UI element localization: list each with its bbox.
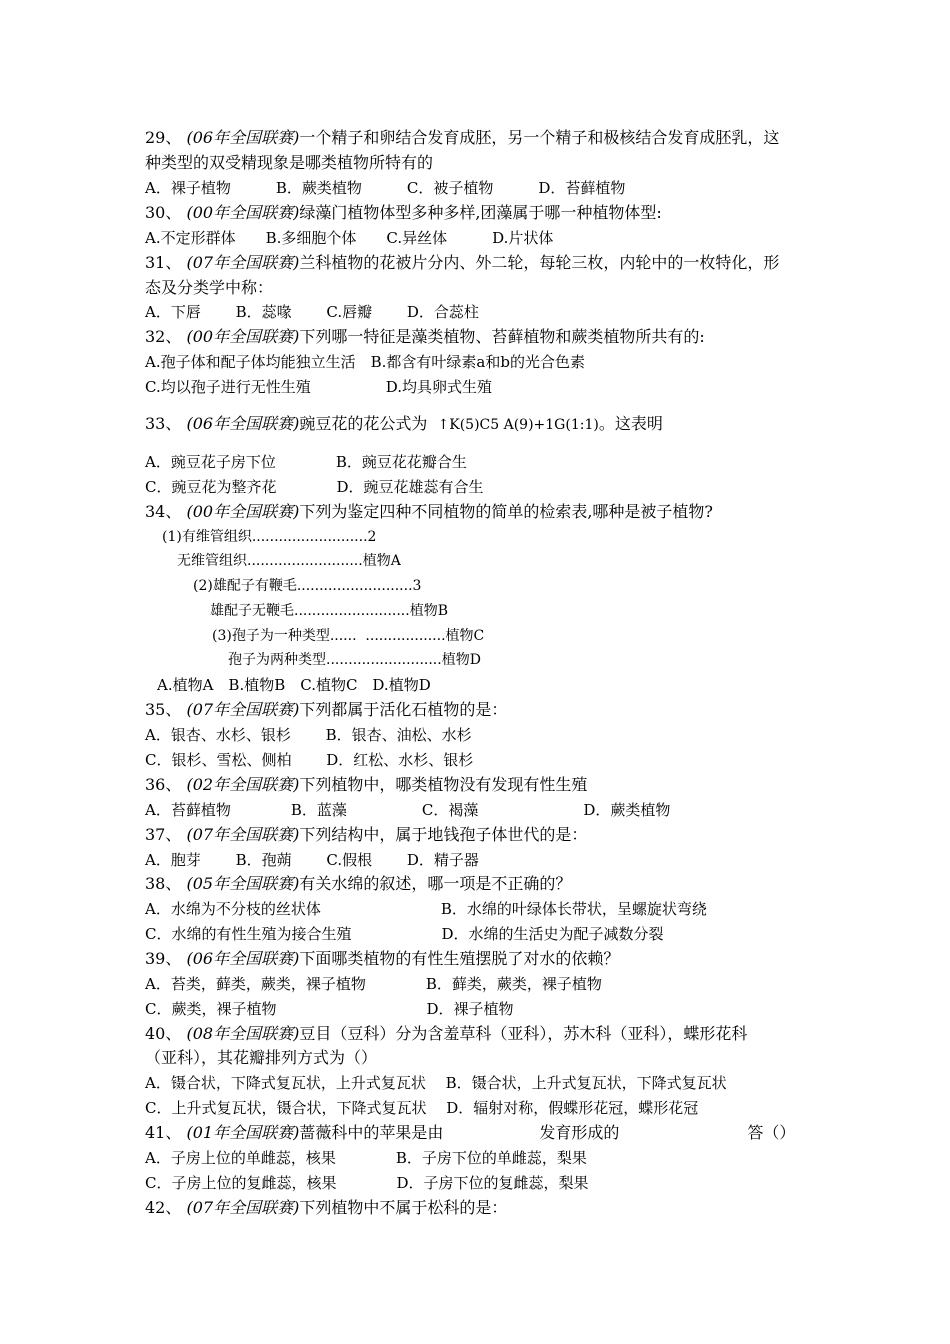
question-36: 36、 (02年全国联赛)下列植物中，哪类植物没有发现有性生殖 xyxy=(145,775,588,794)
question-33: 33、 (06年全国联赛)豌豆花的花公式为 ↑K(5)C5 A(9)+1G(1:1)。这表明 xyxy=(145,414,663,433)
question-29-options: A．裸子植物 B．蕨类植物 C．被子植物 D．苔藓植物 xyxy=(145,179,626,197)
key-line-2: 无维管组织..........................植物A xyxy=(177,553,401,569)
question-29-stem-cont: 种类型的双受精现象是哪类植物所特有的 xyxy=(145,153,434,172)
question-33-options-1: A．豌豆花子房下位 B．豌豆花花瓣合生 xyxy=(145,453,467,471)
question-38: 38、 (05年全国联赛)有关水绵的叙述，哪一项是不正确的？ xyxy=(145,874,572,893)
question-30-options: A.不定形群体 B.多细胞个体 C.异丝体 D.片状体 xyxy=(145,229,554,247)
question-34: 34、 (00年全国联赛)下列为鉴定四种不同植物的简单的检索表,哪种是被子植物? xyxy=(145,502,713,521)
question-35-options-1: A．银杏、水杉、银杉 B．银杏、油松、水杉 xyxy=(145,726,472,744)
question-40-options-2: C．上升式复瓦状，镊合状，下降式复瓦状 D．辐射对称，假蝶形花冠，蝶形花冠 xyxy=(145,1099,699,1117)
question-39-options-1: A．苔类，藓类，蕨类，裸子植物 B．藓类，蕨类，裸子植物 xyxy=(145,975,602,993)
question-31: 31、 (07年全国联赛)兰科植物的花被片分内、外二轮，每轮三枚，内轮中的一枚特化，形 xyxy=(145,253,780,272)
question-32-options-2: C.均以孢子进行无性生殖 D.均具卵式生殖 xyxy=(145,378,492,396)
question-32: 32、 (00年全国联赛)下列哪一特征是藻类植物、苔藓植物和蕨类植物所共有的: xyxy=(145,327,705,346)
question-38-options-1: A．水绵为不分枝的丝状体 B．水绵的叶绿体长带状，呈螺旋状弯绕 xyxy=(145,900,707,918)
question-39-options-2: C．蕨类，裸子植物 D．裸子植物 xyxy=(145,1000,514,1018)
question-31-options: A．下唇 B．蕊喙 C.唇瓣 D．合蕊柱 xyxy=(145,303,479,321)
question-30: 30、 (00年全国联赛)绿藻门植物体型多种多样,团藻属于哪一种植物体型: xyxy=(145,203,662,222)
question-35-options-2: C．银杉、雪松、侧柏 D．红松、水杉、银杉 xyxy=(145,751,474,769)
question-31-stem-cont: 态及分类学中称： xyxy=(145,278,274,297)
question-32-options-1: A.孢子体和配子体均能独立生活 B.都含有叶绿素a和b的光合色素 xyxy=(145,353,585,371)
question-29: 29、 (06年全国联赛)一个精子和卵结合发育成胚，另一个精子和极核结合发育成胚乳，这 xyxy=(145,128,780,147)
question-41: 41、 (01年全国联赛)蔷薇科中的苹果是由 发育形成的 答（） xyxy=(145,1123,796,1142)
question-36-options: A．苔藓植物 B．蓝藻 C．褐藻 D．蕨类植物 xyxy=(145,801,671,819)
question-38-options-2: C．水绵的有性生殖为接合生殖 D．水绵的生活史为配子减数分裂 xyxy=(145,925,664,943)
key-line-1: (1)有维管组织..........................2 xyxy=(162,529,377,545)
question-40-stem-cont: （亚科），其花瓣排列方式为（） xyxy=(145,1048,378,1067)
question-42: 42、 (07年全国联赛)下列植物中不属于松科的是： xyxy=(145,1198,508,1217)
flower-formula: ↑K(5)C5 A(9)+1G(1:1) xyxy=(437,417,599,433)
key-line-4: 雄配子无鞭毛..........................植物B xyxy=(210,603,448,619)
question-40: 40、 (08年全国联赛)豆目（豆科）分为含羞草科（亚科），苏木科（亚科），蝶形花科 xyxy=(145,1024,748,1043)
key-line-5: (3)孢子为一种类型...... ..................植物C xyxy=(212,628,485,644)
question-41-options-1: A．子房上位的单雌蕊，核果 B．子房下位的单雌蕊，梨果 xyxy=(145,1149,587,1167)
question-34-options: A.植物A B.植物B C.植物C D.植物D xyxy=(157,676,431,694)
question-33-options-2: C．豌豆花为整齐花 D．豌豆花雄蕊有合生 xyxy=(145,478,484,496)
question-37-options: A．胞芽 B．孢蒴 C.假根 D．精子器 xyxy=(145,851,479,869)
question-41-options-2: C．子房上位的复雌蕊，核果 D．子房下位的复雌蕊，梨果 xyxy=(145,1174,589,1192)
key-line-3: (2)雄配子有鞭毛..........................3 xyxy=(193,578,422,594)
key-line-6: 孢子为两种类型..........................植物D xyxy=(228,652,481,668)
question-39: 39、 (06年全国联赛)下面哪类植物的有性生殖摆脱了对水的依赖？ xyxy=(145,949,620,968)
question-40-options-1: A．镊合状，下降式复瓦状，上升式复瓦状 B．镊合状，上升式复瓦状，下降式复瓦状 xyxy=(145,1074,727,1092)
question-37: 37、 (07年全国联赛)下列结构中，属于地钱孢子体世代的是： xyxy=(145,825,588,844)
question-35: 35、 (07年全国联赛)下列都属于活化石植物的是： xyxy=(145,700,508,719)
